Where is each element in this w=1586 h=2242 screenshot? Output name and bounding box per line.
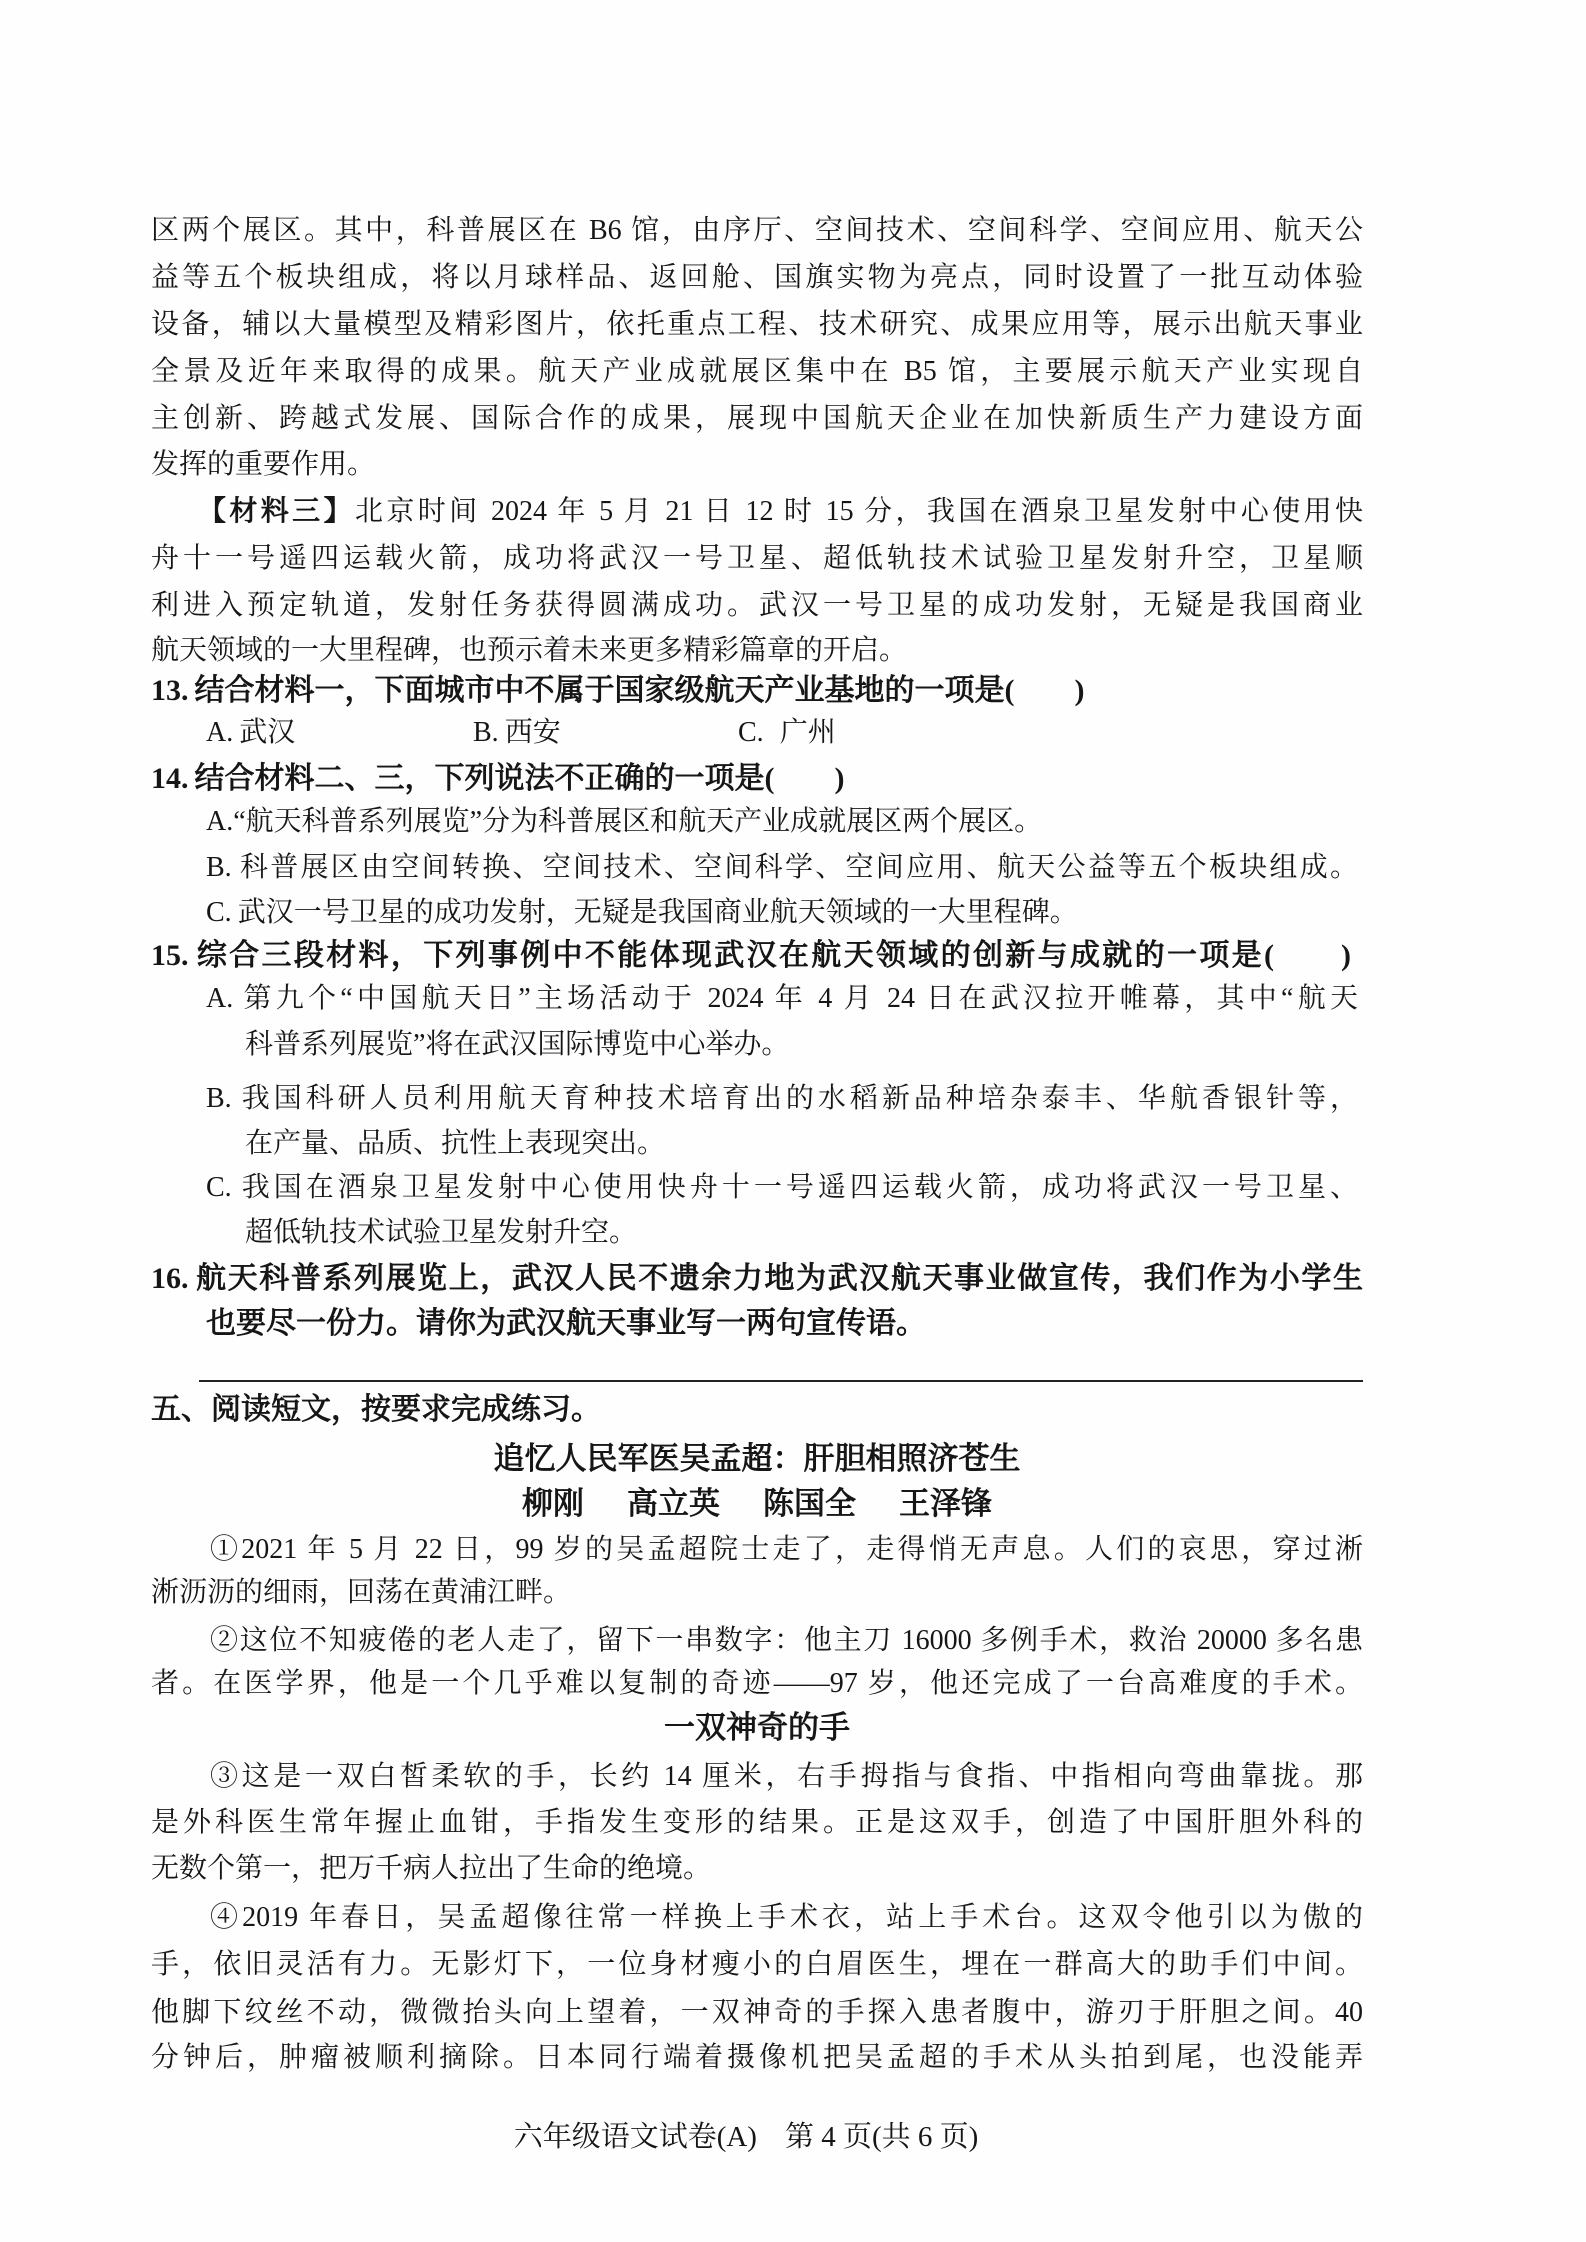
option-b <box>473 711 561 755</box>
option-a-continued: 科普系列展览”将在武汉国际博览中心举办。 <box>245 1029 790 1060</box>
answer-line <box>199 1380 1363 1382</box>
option-text: 广州 <box>779 717 836 748</box>
passage-line: 区两个展区。其中，科普展区在 B6 馆，由序厅、空间技术、空间科学、空间应用、航天公 <box>151 215 1363 246</box>
passage-line: 益等五个板块组成，将以月球样品、返回舱、国旗实物为亮点，同时设置了一批互动体验 <box>151 262 1363 293</box>
paragraph-line: 淅沥沥的细雨，回荡在黄浦江畔。 <box>151 1577 572 1608</box>
option-label: A. <box>206 983 234 1014</box>
option-label: B. <box>206 1083 232 1114</box>
paragraph-text: 这是一双白皙柔软的手，长约 14 厘米，右手拇指与食指、中指相向弯曲靠拢。那 <box>241 1761 1363 1792</box>
option-label: B. <box>206 852 232 883</box>
option-label: A. <box>206 717 234 748</box>
paragraph-text: 2021 年 5 月 22 日，99 岁的吴孟超院士走了，走得悄无声息。人们的哀思，穿过淅 <box>241 1534 1363 1565</box>
passage-line: 设备，辅以大量模型及精彩图片，依托重点工程、技术研究、成果应用等，展示出航天事业 <box>151 309 1363 340</box>
material-line: 舟十一号遥四运载火箭，成功将武汉一号卫星、超低轨技术试验卫星发射升空，卫星顺 <box>151 543 1363 574</box>
passage-line: 发挥的重要作用。 <box>151 449 376 480</box>
paragraph-line: 他脚下纹丝不动，微微抬头向上望着，一双神奇的手探入患者腹中，游刃于肝胆之间。40 <box>151 1997 1363 2028</box>
paragraph-line: 分钟后，肿瘤被顺利摘除。日本同行端着摄像机把吴孟超的手术从头拍到尾，也没能弄 <box>151 2042 1363 2073</box>
question-15-stem <box>151 934 1351 978</box>
paragraph-marker: ③ <box>210 1761 242 1792</box>
question-number: 16. <box>151 1262 189 1295</box>
paragraph-line: 是外科医生常年握止血钳，手指发生变形的结果。正是这双手，创造了中国肝胆外科的 <box>151 1807 1363 1838</box>
option-c <box>206 1166 1358 1210</box>
question-14-stem <box>151 757 844 801</box>
paragraph-marker: ④ <box>210 1902 243 1933</box>
option-label: C. <box>738 717 764 748</box>
footer-paper-name: 六年级语文试卷(A) <box>513 2121 757 2153</box>
paragraph-text: 2019 年春日，吴孟超像往常一样换上手术衣，站上手术台。这双令他引以为傲的 <box>242 1902 1363 1933</box>
option-text: 我国在酒泉卫星发射中心使用快舟十一号遥四运载火箭，成功将武汉一号卫星、 <box>237 1172 1358 1203</box>
paragraph-line <box>210 1896 1363 1940</box>
paragraph-line <box>210 1755 1363 1799</box>
paragraph-line <box>210 1619 1363 1663</box>
option-c <box>738 711 836 755</box>
option-text: 武汉 <box>239 717 296 748</box>
paragraph-marker: ① <box>210 1534 242 1565</box>
article-authors <box>151 1482 1363 1526</box>
question-number: 13. <box>151 674 189 707</box>
option-text: 武汉一号卫星的成功发射，无疑是我国商业航天领域的一大里程碑。 <box>237 897 1078 928</box>
option-text: 西安 <box>504 717 561 748</box>
option-a <box>206 800 1042 844</box>
page-footer <box>351 2115 1141 2159</box>
option-b <box>206 1077 1358 1121</box>
question-stem-text: 综合三段材料，下列事例中不能体现武汉在航天领域的创新与成就的一项是( ) <box>194 939 1351 972</box>
author-name: 高立英 <box>627 1486 720 1521</box>
author-name: 陈国全 <box>763 1486 856 1521</box>
option-label: C. <box>206 1172 232 1203</box>
material-text: 北京时间 2024 年 5 月 21 日 12 时 15 分，我国在酒泉卫星发射中心使用快 <box>354 496 1363 527</box>
paragraph-marker: ② <box>210 1625 240 1656</box>
section-subheading: 一双神奇的手 <box>664 1710 850 1745</box>
option-label: C. <box>206 897 232 928</box>
question-16-stem <box>151 1257 1363 1301</box>
paragraph-line: 无数个第一，把万千病人拉出了生命的绝境。 <box>151 1853 712 1884</box>
passage-line: 主创新、跨越式发展、国际合作的成果，展现中国航天企业在加快新质生产力建设方面 <box>151 403 1363 434</box>
question-number: 14. <box>151 762 189 795</box>
material-line: 利进入预定轨道，发射任务获得圆满成功。武汉一号卫星的成功发射，无疑是我国商业 <box>151 590 1363 621</box>
material-line: 航天领域的一大里程碑，也预示着未来更多精彩篇章的开启。 <box>151 635 908 666</box>
paragraph-line <box>210 1528 1363 1572</box>
option-a <box>206 977 1358 1021</box>
question-stem-text: 航天科普系列展览上，武汉人民不遗余力地为武汉航天事业做宣传，我们作为小学生 <box>194 1262 1363 1295</box>
option-label: B. <box>473 717 499 748</box>
question-stem-continued: 也要尽一份力。请你为武汉航天事业写一两句宣传语。 <box>206 1307 926 1340</box>
question-number: 15. <box>151 939 189 972</box>
material-line <box>198 490 1363 534</box>
article-title: 追忆人民军医吴孟超：肝胆相照济苍生 <box>493 1441 1021 1476</box>
paragraph-line: 手，依旧灵活有力。无影灯下，一位身材瘦小的白眉医生，埋在一群高大的助手们中间。 <box>151 1949 1363 1980</box>
option-b <box>206 846 1358 890</box>
option-text: 第九个“中国航天日”主场活动于 2024 年 4 月 24 日在武汉拉开帷幕，其中“航天 <box>239 983 1358 1014</box>
option-text: 我国科研人员利用航天育种技术培育出的水稻新品种培杂泰丰、华航香银针等， <box>237 1083 1358 1114</box>
option-text: 科普展区由空间转换、空间技术、空间科学、空间应用、航天公益等五个板块组成。 <box>237 852 1358 883</box>
option-label: A. <box>206 806 234 837</box>
option-text: “航天科普系列展览”分为科普展区和航天产业成就展区两个展区。 <box>233 806 1043 837</box>
question-stem-text: 结合材料二、三，下列说法不正确的一项是( ) <box>194 762 845 795</box>
paragraph-text: 这位不知疲倦的老人走了，留下一串数字：他主刀 16000 多例手术，救治 20000 多名患 <box>239 1625 1363 1656</box>
question-13-stem <box>151 669 1084 713</box>
option-c <box>206 891 1078 935</box>
section-heading: 五、阅读短文，按要求完成练习。 <box>151 1393 601 1426</box>
paragraph-line: 者。在医学界，他是一个几乎难以复制的奇迹——97 岁，他还完成了一台高难度的手术。 <box>151 1668 1363 1699</box>
question-stem-text: 结合材料一，下面城市中不属于国家级航天产业基地的一项是( ) <box>194 674 1085 707</box>
author-name: 柳刚 <box>522 1486 584 1521</box>
option-a <box>206 711 295 755</box>
option-c-continued: 超低轨技术试验卫星发射升空。 <box>245 1217 638 1248</box>
option-b-continued: 在产量、品质、抗性上表现突出。 <box>245 1128 666 1159</box>
material-label: 【材料三】 <box>198 496 355 527</box>
passage-line: 全景及近年来取得的成果。航天产业成就展区集中在 B5 馆，主要展示航天产业实现自 <box>151 356 1363 387</box>
footer-page-info: 第 4 页(共 6 页) <box>784 2121 979 2153</box>
author-name: 王泽锋 <box>899 1486 992 1521</box>
